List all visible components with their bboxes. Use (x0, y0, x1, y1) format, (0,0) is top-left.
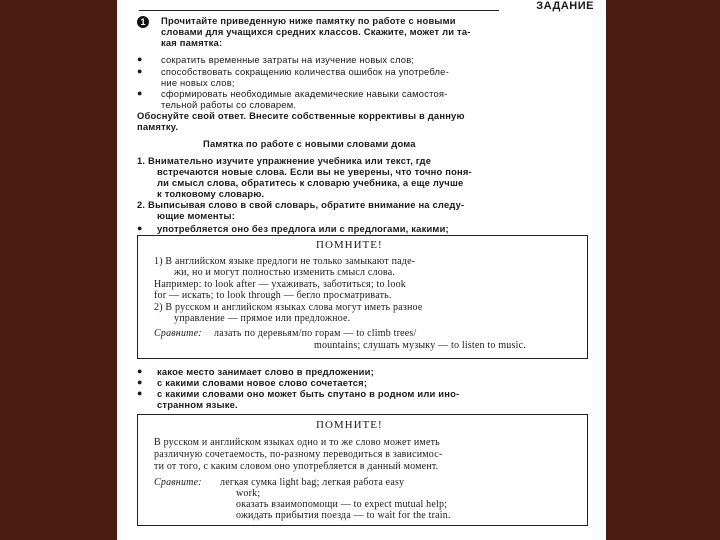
memo-bullet: с какими словами новое слово сочетается; (157, 377, 368, 388)
compare-line: ожидать прибытия поезда — to wait for the train. (236, 510, 451, 521)
bullet-icon: ● (137, 377, 143, 387)
bullet-icon: ● (137, 223, 143, 233)
compare-line: оказать взаимопомощи — to expect mutual help; (236, 499, 448, 510)
remember-title: ПОМНИТЕ! (316, 239, 383, 251)
memo-step-1: ли смысл слова, обратитесь к словарю учебника, а еще лучше (157, 177, 464, 188)
goal-item: способствовать сокращению количества ошибок на употребле- (161, 66, 449, 77)
memo-step-2: ющие моменты: (157, 210, 236, 221)
remember-box-1 (137, 235, 588, 359)
remember-line: Например: to look after — ухаживать, заботиться; to look (154, 279, 406, 290)
remember-line: 2) В русском и английском языках слова могут иметь разное (154, 302, 423, 313)
bullet-icon: ● (137, 54, 143, 64)
memo-step-2: 2. Выписывая слово в свой словарь, обратите внимание на следу- (137, 199, 465, 210)
remember-line: for — искать; to look through — бегло просматривать. (154, 290, 392, 301)
remember-line: ти от того, с каким словом оно употребляется в данный момент. (154, 461, 439, 472)
bullet-icon: ● (137, 66, 143, 76)
remember-box-2 (137, 414, 588, 526)
compare-label: Сравните: (154, 328, 202, 339)
remember-line: различную сочетаемость, по-разному переводиться в зависимос- (154, 449, 443, 460)
goal-item: сократить временные затраты на изучение новых слов; (161, 54, 415, 65)
memo-bullet: странном языке. (157, 399, 238, 410)
bullet-icon: ● (137, 366, 143, 376)
compare-line: mountains; слушать музыку — to listen to music. (314, 340, 526, 351)
memo-title: Памятка по работе с новыми словами дома (203, 138, 416, 149)
task-heading: ЗАДАНИЕ (536, 0, 594, 12)
remember-line: управление — прямое или предложное. (174, 313, 351, 324)
header-rule (139, 10, 499, 11)
memo-step-1: 1. Внимательно изучите упражнение учебника или текст, где (137, 155, 432, 166)
remember-line: жи, но и могут полностью изменить смысл слова. (174, 267, 396, 278)
remember-line: В русском и английском языках одно и то же слово может иметь (154, 437, 440, 448)
memo-bullet: употребляется оно без предлога или с предлогами, какими; (157, 223, 449, 234)
bullet-icon: ● (137, 388, 143, 398)
compare-line: лазать по деревьям/по горам — to climb trees/ (214, 328, 417, 339)
memo-step-1: к толковому словарю. (157, 188, 265, 199)
compare-line: легкая сумка light bag; легкая работа easy (220, 477, 405, 488)
intro-line: кая памятка: (161, 37, 223, 48)
goal-item: ние новых слов; (161, 77, 235, 88)
intro-line: Прочитайте приведенную ниже памятку по работе с новыми (161, 15, 456, 26)
goal-item: тельной работы со словарем. (161, 99, 297, 110)
memo-bullet: какое место занимает слово в предложении; (157, 366, 374, 377)
remember-title: ПОМНИТЕ! (316, 419, 383, 431)
bullet-icon: ● (137, 88, 143, 98)
instruction-line: Обоснуйте свой ответ. Внесите собственные коррективы в данную (137, 110, 465, 121)
memo-bullet: с какими словами оно может быть спутано в родном или ино- (157, 388, 460, 399)
instruction-line: памятку. (137, 121, 179, 132)
intro-line: словами для учащихся средних классов. Скажите, может ли та- (161, 26, 471, 37)
document-page (117, 0, 606, 540)
compare-line: work; (236, 488, 261, 499)
memo-step-1: встречаются новые слова. Если вы не уверены, что точно поня- (157, 166, 472, 177)
task-number-badge: 1 (137, 16, 149, 28)
goal-item: сформировать необходимые академические навыки самостоя- (161, 88, 448, 99)
compare-label: Сравните: (154, 477, 202, 488)
remember-line: 1) В английском языке предлоги не только замыкают паде- (154, 256, 416, 267)
